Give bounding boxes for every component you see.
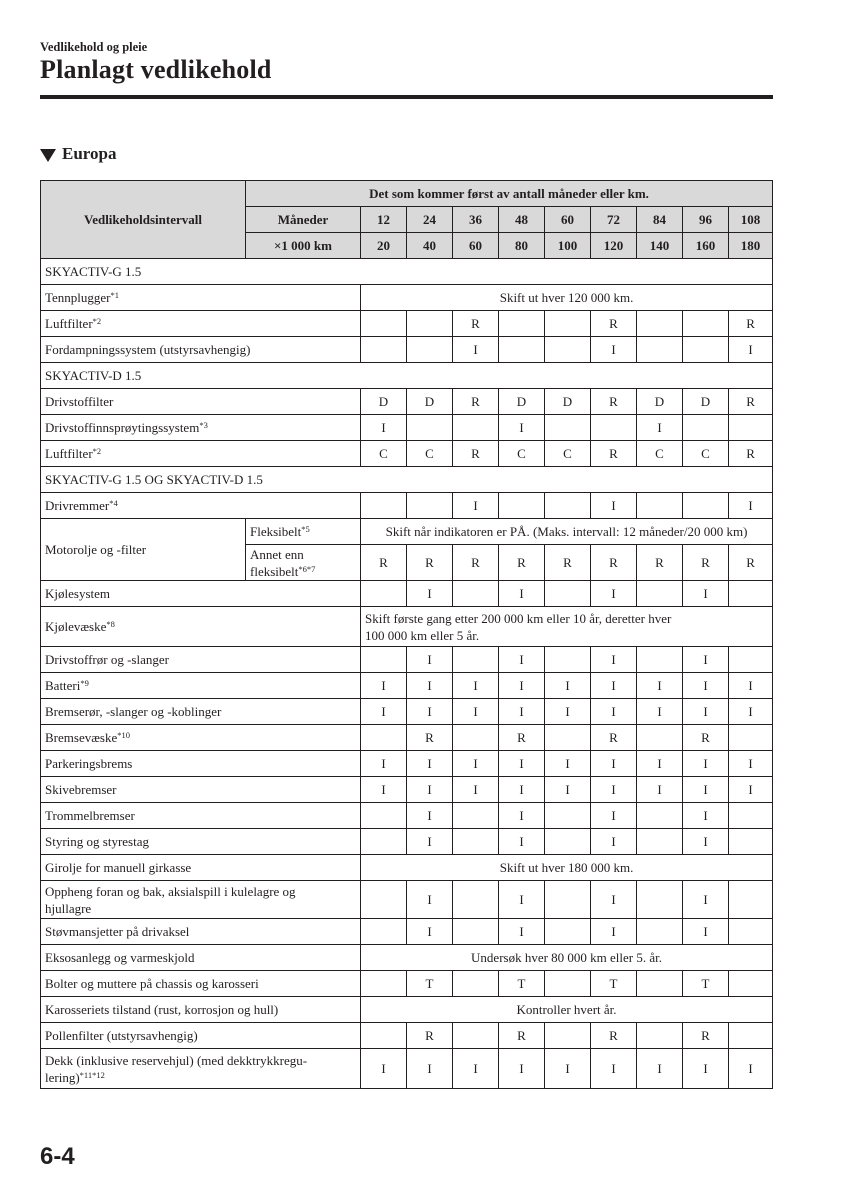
interval-cell: I <box>499 881 545 919</box>
interval-cell: I <box>729 1049 773 1089</box>
interval-cell: I <box>545 1049 591 1089</box>
interval-cell <box>361 803 407 829</box>
interval-cell <box>729 725 773 751</box>
region-heading-label: Europa <box>62 144 117 163</box>
month-cell: 36 <box>453 207 499 233</box>
interval-cell: I <box>453 699 499 725</box>
interval-cell <box>361 581 407 607</box>
table-row <box>41 441 773 467</box>
interval-cell: C <box>499 441 545 467</box>
interval-cell: I <box>683 673 729 699</box>
interval-cell: I <box>683 881 729 919</box>
interval-cell: C <box>637 441 683 467</box>
table-row <box>41 881 773 919</box>
km-cell: 60 <box>453 233 499 259</box>
interval-cell: D <box>361 389 407 415</box>
table-row <box>41 725 773 751</box>
interval-header: Vedlikeholdsintervall <box>41 181 246 259</box>
interval-cell: I <box>453 493 499 519</box>
interval-cell <box>729 803 773 829</box>
month-cell: 84 <box>637 207 683 233</box>
interval-cell <box>545 829 591 855</box>
interval-cell <box>729 1023 773 1049</box>
month-cell: 12 <box>361 207 407 233</box>
interval-cell <box>361 725 407 751</box>
interval-cell <box>729 971 773 997</box>
interval-cell: R <box>407 545 453 581</box>
row-label: Pollenfilter (utstyrsavhengig) <box>41 1023 361 1049</box>
interval-cell: I <box>453 673 499 699</box>
interval-cell <box>361 919 407 945</box>
table-row <box>41 581 773 607</box>
interval-cell: C <box>407 441 453 467</box>
interval-cell: R <box>729 389 773 415</box>
interval-cell: I <box>591 699 637 725</box>
interval-cell: I <box>591 1049 637 1089</box>
interval-cell <box>545 803 591 829</box>
interval-cell: I <box>499 919 545 945</box>
interval-cell: I <box>407 803 453 829</box>
table-row <box>41 415 773 441</box>
section-heading: SKYACTIV-D 1.5 <box>41 363 773 389</box>
interval-cell: I <box>545 751 591 777</box>
interval-cell: I <box>637 415 683 441</box>
interval-cell <box>545 1023 591 1049</box>
row-span-text: Skift ut hver 120 000 km. <box>361 285 773 311</box>
interval-cell <box>545 493 591 519</box>
interval-cell: I <box>499 829 545 855</box>
km-cell: 140 <box>637 233 683 259</box>
interval-cell: I <box>729 751 773 777</box>
title-divider <box>40 95 773 99</box>
row-label: Drivstoffrør og -slanger <box>41 647 361 673</box>
interval-cell: I <box>591 581 637 607</box>
interval-cell: I <box>683 777 729 803</box>
interval-cell <box>361 311 407 337</box>
interval-cell <box>361 1023 407 1049</box>
interval-cell <box>637 881 683 919</box>
interval-cell: I <box>591 751 637 777</box>
section-heading: SKYACTIV-G 1.5 <box>41 259 773 285</box>
row-span-text: Undersøk hver 80 000 km eller 5. år. <box>361 945 773 971</box>
interval-cell: D <box>683 389 729 415</box>
row-span-text: Skift ut hver 180 000 km. <box>361 855 773 881</box>
interval-cell <box>361 647 407 673</box>
month-cell: 108 <box>729 207 773 233</box>
interval-cell <box>361 829 407 855</box>
interval-cell: I <box>545 777 591 803</box>
interval-cell: I <box>407 1049 453 1089</box>
interval-cell: C <box>683 441 729 467</box>
interval-cell: I <box>637 777 683 803</box>
interval-cell: I <box>729 673 773 699</box>
table-row <box>41 803 773 829</box>
interval-cell: I <box>591 803 637 829</box>
km-cell: 120 <box>591 233 637 259</box>
interval-cell: I <box>453 337 499 363</box>
interval-cell <box>545 881 591 919</box>
interval-cell <box>545 725 591 751</box>
interval-cell: I <box>683 919 729 945</box>
interval-cell: I <box>683 829 729 855</box>
table-row <box>41 519 773 545</box>
interval-cell: D <box>637 389 683 415</box>
interval-cell <box>407 311 453 337</box>
interval-cell <box>453 803 499 829</box>
section-heading: SKYACTIV-G 1.5 OG SKYACTIV-D 1.5 <box>41 467 773 493</box>
interval-cell: R <box>407 725 453 751</box>
interval-cell <box>637 337 683 363</box>
interval-cell <box>637 829 683 855</box>
interval-cell <box>637 971 683 997</box>
interval-cell <box>729 415 773 441</box>
interval-cell: R <box>683 725 729 751</box>
interval-cell <box>729 919 773 945</box>
row-label: Skivebremser <box>41 777 361 803</box>
interval-cell: I <box>545 673 591 699</box>
interval-cell: I <box>683 751 729 777</box>
row-label: Tennplugger$^{*1}$ <box>41 285 361 311</box>
interval-cell <box>683 337 729 363</box>
interval-cell <box>499 337 545 363</box>
interval-cell <box>453 415 499 441</box>
interval-cell: I <box>499 699 545 725</box>
interval-cell: R <box>453 389 499 415</box>
interval-cell: I <box>499 415 545 441</box>
table-row <box>41 855 773 881</box>
interval-cell <box>637 803 683 829</box>
interval-cell <box>729 881 773 919</box>
interval-cell: I <box>729 337 773 363</box>
interval-cell: I <box>729 777 773 803</box>
interval-cell: I <box>683 699 729 725</box>
interval-cell <box>453 581 499 607</box>
row-label: Oppheng foran og bak, aksialspill i kulelagre og hjullagre <box>41 881 361 919</box>
interval-cell <box>683 493 729 519</box>
interval-cell <box>637 311 683 337</box>
interval-cell: T <box>407 971 453 997</box>
interval-cell <box>361 337 407 363</box>
interval-cell: I <box>637 673 683 699</box>
interval-cell: D <box>499 389 545 415</box>
interval-cell <box>637 1023 683 1049</box>
interval-cell: I <box>591 493 637 519</box>
interval-cell: I <box>591 647 637 673</box>
interval-cell: I <box>545 699 591 725</box>
interval-cell: R <box>591 1023 637 1049</box>
table-row <box>41 311 773 337</box>
row-span-text: Skift første gang etter 200 000 km eller 10 år, deretter hver 100 000 km eller 5 år. <box>361 607 773 647</box>
section-label: Vedlikehold og pleie <box>40 40 148 54</box>
interval-cell: I <box>407 581 453 607</box>
interval-cell <box>407 493 453 519</box>
km-cell: 40 <box>407 233 453 259</box>
interval-cell <box>499 493 545 519</box>
table-row <box>41 699 773 725</box>
table-row <box>41 919 773 945</box>
interval-cell: R <box>361 545 407 581</box>
row-label: Bolter og muttere på chassis og karosseri <box>41 971 361 997</box>
interval-cell: I <box>361 415 407 441</box>
interval-cell <box>729 829 773 855</box>
interval-cell: C <box>361 441 407 467</box>
interval-cell: I <box>361 751 407 777</box>
month-cell: 48 <box>499 207 545 233</box>
interval-cell <box>545 647 591 673</box>
interval-cell <box>683 311 729 337</box>
row-span-text: Skift når indikatoren er PÅ. (Maks. intervall: 12 måneder/20 000 km) <box>361 519 773 545</box>
region-heading <box>40 144 117 164</box>
interval-cell: I <box>499 673 545 699</box>
interval-cell <box>453 971 499 997</box>
interval-cell: I <box>499 581 545 607</box>
interval-cell: I <box>407 647 453 673</box>
interval-cell: I <box>637 751 683 777</box>
interval-cell <box>545 919 591 945</box>
triangle-down-icon <box>40 149 56 162</box>
table-row <box>41 607 773 647</box>
row-label: Dekk (inklusive reservehjul) (med dekktrykkregu- lering)$^{*11*12}$ <box>41 1049 361 1089</box>
table-row <box>41 647 773 673</box>
interval-cell: I <box>637 699 683 725</box>
table-row <box>41 1049 773 1089</box>
month-cell: 72 <box>591 207 637 233</box>
interval-cell: T <box>499 971 545 997</box>
interval-cell <box>637 647 683 673</box>
month-cell: 96 <box>683 207 729 233</box>
row-label: Fordampningssystem (utstyrsavhengig) <box>41 337 361 363</box>
row-label: Motorolje og -filter <box>41 519 246 581</box>
sub-label: Fleksibelt$^{*5}$ <box>246 519 361 545</box>
page-number: 6-4 <box>40 1143 75 1170</box>
interval-cell: I <box>361 777 407 803</box>
month-cell: 60 <box>545 207 591 233</box>
table-row <box>41 829 773 855</box>
row-label: Kjølesystem <box>41 581 361 607</box>
interval-cell: R <box>453 311 499 337</box>
interval-cell <box>407 337 453 363</box>
interval-cell <box>637 581 683 607</box>
row-label: Bremserør, -slanger og -koblinger <box>41 699 361 725</box>
table-row <box>41 997 773 1023</box>
interval-cell <box>453 725 499 751</box>
interval-cell: I <box>683 803 729 829</box>
interval-cell <box>407 415 453 441</box>
km-cell: 160 <box>683 233 729 259</box>
interval-cell <box>637 919 683 945</box>
sub-label: Annet enn fleksibelt$^{*6*7}$ <box>246 545 361 581</box>
row-label: Drivremmer$^{*4}$ <box>41 493 361 519</box>
interval-cell: I <box>499 751 545 777</box>
interval-cell: D <box>545 389 591 415</box>
row-label: Luftfilter$^{*2}$ <box>41 441 361 467</box>
interval-cell <box>361 971 407 997</box>
interval-cell: I <box>407 699 453 725</box>
interval-cell <box>453 1023 499 1049</box>
interval-cell: R <box>591 725 637 751</box>
row-label: Parkeringsbrems <box>41 751 361 777</box>
row-label: Drivstoffilter <box>41 389 361 415</box>
interval-cell: I <box>683 1049 729 1089</box>
row-label: Luftfilter$^{*2}$ <box>41 311 361 337</box>
page-title: Planlagt vedlikehold <box>40 55 272 84</box>
km-cell: 80 <box>499 233 545 259</box>
interval-cell: R <box>499 545 545 581</box>
interval-cell: D <box>407 389 453 415</box>
interval-cell: I <box>499 1049 545 1089</box>
interval-cell <box>453 829 499 855</box>
interval-cell: R <box>545 545 591 581</box>
row-label: Trommelbremser <box>41 803 361 829</box>
row-label: Kjølevæske$^{*8}$ <box>41 607 361 647</box>
interval-cell <box>591 415 637 441</box>
interval-cell: R <box>729 441 773 467</box>
interval-cell <box>545 415 591 441</box>
interval-cell: R <box>499 1023 545 1049</box>
km-cell: 100 <box>545 233 591 259</box>
row-label: Støvmansjetter på drivaksel <box>41 919 361 945</box>
table-row <box>41 971 773 997</box>
interval-cell: I <box>407 829 453 855</box>
interval-cell: R <box>637 545 683 581</box>
table-row <box>41 777 773 803</box>
interval-cell: I <box>453 751 499 777</box>
table-row <box>41 493 773 519</box>
months-label: Måneder <box>246 207 361 233</box>
maintenance-schedule-table <box>40 180 773 1089</box>
interval-cell <box>453 647 499 673</box>
interval-cell: I <box>499 803 545 829</box>
row-label: Batteri$^{*9}$ <box>41 673 361 699</box>
interval-cell: I <box>683 647 729 673</box>
interval-cell <box>453 919 499 945</box>
table-row <box>41 945 773 971</box>
interval-cell: I <box>591 919 637 945</box>
interval-cell: I <box>361 1049 407 1089</box>
interval-cell <box>499 311 545 337</box>
interval-cell: I <box>407 777 453 803</box>
interval-cell: R <box>729 311 773 337</box>
interval-cell: I <box>407 881 453 919</box>
table-row <box>41 389 773 415</box>
interval-cell: I <box>407 919 453 945</box>
interval-cell: I <box>591 777 637 803</box>
interval-cell <box>729 647 773 673</box>
interval-cell: C <box>545 441 591 467</box>
row-label: Styring og styrestag <box>41 829 361 855</box>
interval-cell <box>683 415 729 441</box>
month-cell: 24 <box>407 207 453 233</box>
interval-cell: T <box>591 971 637 997</box>
interval-cell: R <box>591 311 637 337</box>
interval-cell: I <box>453 1049 499 1089</box>
interval-cell: I <box>591 829 637 855</box>
table-row <box>41 673 773 699</box>
interval-cell: R <box>453 545 499 581</box>
interval-cell: R <box>591 441 637 467</box>
interval-cell: I <box>591 881 637 919</box>
interval-cell: R <box>683 545 729 581</box>
row-label: Bremsevæske$^{*10}$ <box>41 725 361 751</box>
interval-cell: R <box>407 1023 453 1049</box>
interval-cell <box>637 725 683 751</box>
interval-cell <box>729 581 773 607</box>
interval-cell <box>545 581 591 607</box>
interval-cell: I <box>453 777 499 803</box>
interval-cell: R <box>591 545 637 581</box>
interval-cell <box>545 337 591 363</box>
top-header: Det som kommer først av antall måneder eller km. <box>246 181 773 207</box>
interval-cell: I <box>407 751 453 777</box>
interval-cell: I <box>729 493 773 519</box>
interval-cell <box>545 311 591 337</box>
interval-cell: I <box>361 673 407 699</box>
row-label: Eksosanlegg og varmeskjold <box>41 945 361 971</box>
interval-cell <box>453 881 499 919</box>
interval-cell: R <box>729 545 773 581</box>
interval-cell: R <box>591 389 637 415</box>
interval-cell: T <box>683 971 729 997</box>
table-row <box>41 1023 773 1049</box>
interval-cell: I <box>591 673 637 699</box>
row-span-text: Kontroller hvert år. <box>361 997 773 1023</box>
table-row <box>41 285 773 311</box>
table-row <box>41 751 773 777</box>
row-label: Drivstoffinnsprøytingssystem$^{*3}$ <box>41 415 361 441</box>
interval-cell: I <box>683 581 729 607</box>
km-label: ×1 000 km <box>246 233 361 259</box>
interval-cell <box>361 493 407 519</box>
table-row <box>41 337 773 363</box>
row-label: Karosseriets tilstand (rust, korrosjon og hull) <box>41 997 361 1023</box>
interval-cell: I <box>729 699 773 725</box>
interval-cell: I <box>637 1049 683 1089</box>
interval-cell: I <box>499 777 545 803</box>
km-cell: 180 <box>729 233 773 259</box>
row-label: Girolje for manuell girkasse <box>41 855 361 881</box>
interval-cell <box>361 881 407 919</box>
interval-cell <box>545 971 591 997</box>
interval-cell: I <box>499 647 545 673</box>
interval-cell: R <box>499 725 545 751</box>
interval-cell: I <box>361 699 407 725</box>
interval-cell <box>637 493 683 519</box>
interval-cell: I <box>407 673 453 699</box>
interval-cell: I <box>591 337 637 363</box>
interval-cell: R <box>683 1023 729 1049</box>
km-cell: 20 <box>361 233 407 259</box>
interval-cell: R <box>453 441 499 467</box>
